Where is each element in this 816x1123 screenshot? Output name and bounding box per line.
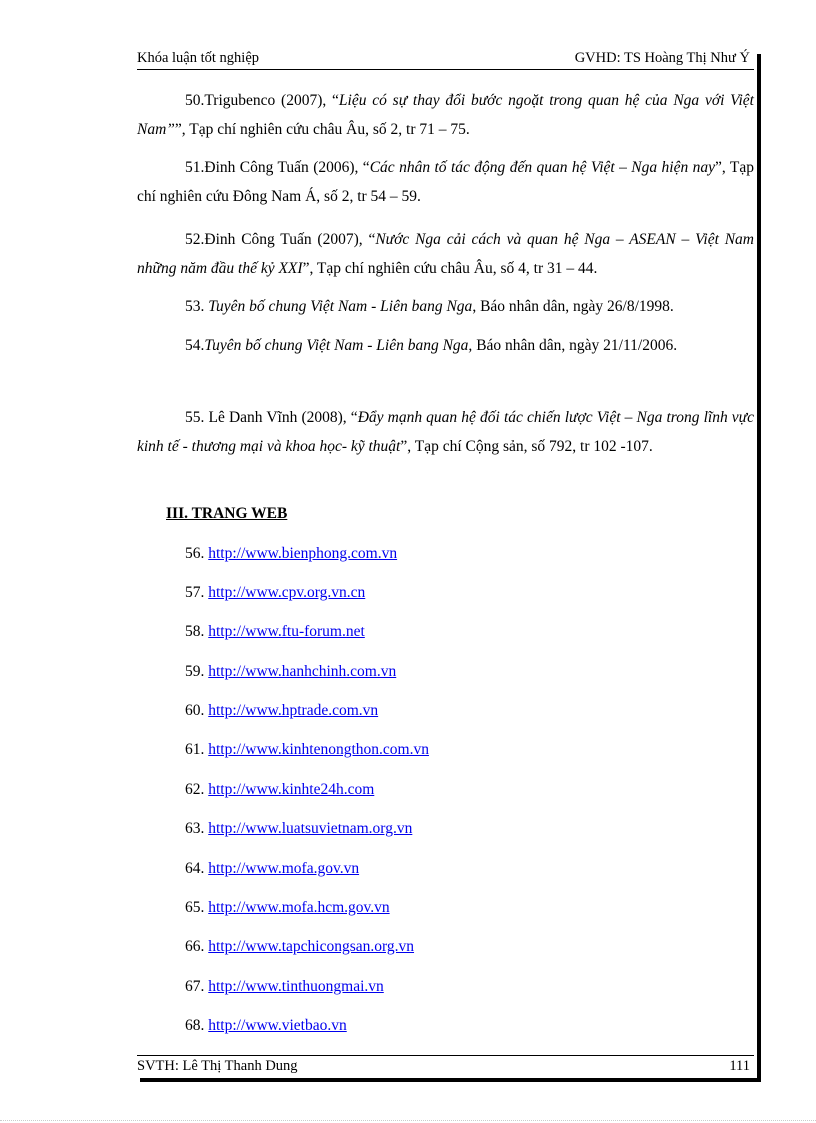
reference-53: 53. Tuyên bố chung Việt Nam - Liên bang Nga, Báo nhân dân, ngày 26/8/1998.: [185, 298, 674, 315]
web-item-61: 61. http://www.kinhtenongthon.com.vn: [185, 741, 429, 758]
reference-55: 55. Lê Danh Vĩnh (2008), “Đẩy mạnh quan hệ đối tác chiến lược Việt – Nga trong lĩnh vực kinh tế - thương mại và khoa học- kỹ thuật”, Tạp chí Cộng sản, số 792, tr 102 -107.: [137, 409, 755, 455]
web-link[interactable]: http://www.vietbao.vn: [208, 1017, 347, 1034]
web-link[interactable]: http://www.mofa.gov.vn: [208, 860, 360, 877]
web-link[interactable]: http://www.kinhte24h.com: [208, 781, 375, 798]
web-link[interactable]: http://www.cpv.org.vn.cn: [208, 584, 366, 601]
web-link[interactable]: http://www.mofa.hcm.gov.vn: [208, 899, 390, 916]
web-item-63: 63. http://www.luatsuvietnam.org.vn: [185, 820, 413, 837]
web-item-66: 66. http://www.tapchicongsan.org.vn: [185, 938, 415, 955]
web-item-68: 68. http://www.vietbao.vn: [185, 1017, 347, 1034]
web-item-56: 56. http://www.bienphong.com.vn: [185, 545, 398, 562]
header-divider: [137, 69, 754, 70]
footer-divider: [137, 1055, 754, 1056]
header-left: Khóa luận tốt nghiệp: [137, 50, 260, 66]
reference-51: 51.Đinh Công Tuấn (2006), “Các nhân tố tác động đến quan hệ Việt – Nga hiện nay”, Tạp chí nghiên cứu Đông Nam Á, số 2, tr 54 – 59.: [137, 159, 754, 205]
web-item-59: 59. http://www.hanhchinh.com.vn: [185, 663, 397, 680]
web-item-60: 60. http://www.hptrade.com.vn: [185, 702, 379, 719]
web-item-58: 58. http://www.ftu-forum.net: [185, 623, 365, 640]
web-link[interactable]: http://www.tinthuongmai.vn: [208, 978, 384, 995]
reference-50: 50.Trigubenco (2007), “Liệu có sự thay đổi bước ngoặt trong quan hệ của Nga với Việt Nam””, Tạp chí nghiên cứu châu Âu, số 2, tr 71 – 75.: [137, 92, 754, 138]
reference-52: 52.Đinh Công Tuấn (2007), “Nước Nga cải cách và quan hệ Nga – ASEAN – Việt Nam những năm đầu thế kỷ XXI”, Tạp chí nghiên cứu châu Âu, số 4, tr 31 – 44.: [137, 231, 754, 277]
page-shadow-bottom: [140, 1078, 761, 1082]
web-link[interactable]: http://www.tapchicongsan.org.vn: [208, 938, 415, 955]
web-link[interactable]: http://www.kinhtenongthon.com.vn: [208, 741, 429, 758]
footer-left: SVTH: Lê Thị Thanh Dung: [137, 1058, 298, 1074]
web-item-64: 64. http://www.mofa.gov.vn: [185, 860, 360, 877]
web-link[interactable]: http://www.bienphong.com.vn: [208, 545, 398, 562]
web-item-57: 57. http://www.cpv.org.vn.cn: [185, 584, 366, 601]
section-title-web: III. TRANG WEB: [166, 505, 288, 522]
web-item-62: 62. http://www.kinhte24h.com: [185, 781, 375, 798]
reference-54: 54.Tuyên bố chung Việt Nam - Liên bang Nga, Báo nhân dân, ngày 21/11/2006.: [185, 337, 678, 354]
page-break-divider: [0, 1120, 816, 1121]
page-number: 111: [729, 1058, 750, 1074]
web-item-65: 65. http://www.mofa.hcm.gov.vn: [185, 899, 390, 916]
web-item-67: 67. http://www.tinthuongmai.vn: [185, 978, 384, 995]
web-link[interactable]: http://www.hptrade.com.vn: [208, 702, 379, 719]
page-header: [137, 50, 754, 70]
web-link[interactable]: http://www.hanhchinh.com.vn: [208, 663, 397, 680]
header-right: GVHD: TS Hoàng Thị Như Ý: [574, 50, 750, 66]
web-link[interactable]: http://www.ftu-forum.net: [208, 623, 365, 640]
page-shadow-right: [757, 54, 761, 1082]
web-link[interactable]: http://www.luatsuvietnam.org.vn: [208, 820, 413, 837]
